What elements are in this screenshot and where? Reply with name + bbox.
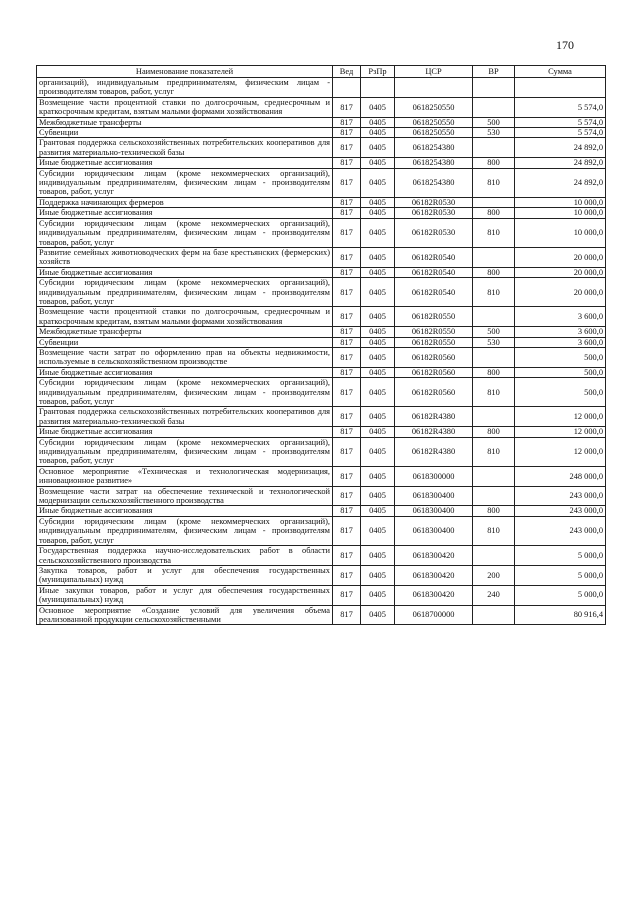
row-vr: 800 bbox=[473, 506, 515, 516]
row-sum: 10 000,0 bbox=[515, 197, 606, 207]
table-row bbox=[37, 158, 606, 168]
row-sum: 500,0 bbox=[515, 378, 606, 407]
row-vr bbox=[473, 138, 515, 158]
row-vr: 810 bbox=[473, 378, 515, 407]
row-rzpr: 0405 bbox=[361, 427, 395, 437]
row-rzpr: 0405 bbox=[361, 378, 395, 407]
table-row bbox=[37, 218, 606, 247]
row-ved: 817 bbox=[333, 197, 361, 207]
row-csr bbox=[395, 78, 473, 98]
row-name: Иные бюджетные ассигнования bbox=[37, 506, 333, 516]
row-name: Иные бюджетные ассигнования bbox=[37, 208, 333, 218]
row-csr: 06182R0550 bbox=[395, 327, 473, 337]
row-ved: 817 bbox=[333, 378, 361, 407]
row-ved: 817 bbox=[333, 466, 361, 486]
row-name: Развитие семейных животноводческих ферм на базе крестьянских (фермерских) хозяйств bbox=[37, 247, 333, 267]
table-row bbox=[37, 247, 606, 267]
row-ved: 817 bbox=[333, 247, 361, 267]
row-vr bbox=[473, 546, 515, 566]
row-name: Иные бюджетные ассигнования bbox=[37, 267, 333, 277]
row-csr: 0618250550 bbox=[395, 117, 473, 127]
row-rzpr: 0405 bbox=[361, 367, 395, 377]
row-vr bbox=[473, 78, 515, 98]
table-row bbox=[37, 347, 606, 367]
row-rzpr: 0405 bbox=[361, 168, 395, 197]
table-header-row bbox=[37, 66, 606, 78]
row-name: Иные бюджетные ассигнования bbox=[37, 158, 333, 168]
row-vr bbox=[473, 605, 515, 625]
header-vr: ВР bbox=[473, 66, 515, 78]
row-ved: 817 bbox=[333, 267, 361, 277]
header-ved: Вед bbox=[333, 66, 361, 78]
row-rzpr: 0405 bbox=[361, 347, 395, 367]
table-row bbox=[37, 407, 606, 427]
row-rzpr: 0405 bbox=[361, 585, 395, 605]
table-row bbox=[37, 208, 606, 218]
table-row bbox=[37, 128, 606, 138]
table-row bbox=[37, 516, 606, 545]
row-vr: 810 bbox=[473, 168, 515, 197]
row-ved: 817 bbox=[333, 367, 361, 377]
row-ved: 817 bbox=[333, 138, 361, 158]
row-sum: 24 892,0 bbox=[515, 158, 606, 168]
row-name: Грантовая поддержка сельскохозяйственных потребительских кооперативов для развития материально-технической базы bbox=[37, 138, 333, 158]
table-row bbox=[37, 466, 606, 486]
row-vr bbox=[473, 466, 515, 486]
row-sum bbox=[515, 78, 606, 98]
table-row bbox=[37, 437, 606, 466]
row-csr: 06182R0550 bbox=[395, 307, 473, 327]
row-csr: 06182R4380 bbox=[395, 407, 473, 427]
row-csr: 0618300400 bbox=[395, 506, 473, 516]
row-name: Иные бюджетные ассигнования bbox=[37, 427, 333, 437]
row-sum: 5 574,0 bbox=[515, 117, 606, 127]
row-name: организаций), индивидуальным предпринимателям, физическим лицам - производителям товаров, работ, услуг bbox=[37, 78, 333, 98]
row-name: Грантовая поддержка сельскохозяйственных потребительских кооперативов для развития материально-технической базы bbox=[37, 407, 333, 427]
row-vr bbox=[473, 197, 515, 207]
header-csr: ЦСР bbox=[395, 66, 473, 78]
row-sum: 12 000,0 bbox=[515, 407, 606, 427]
table-row bbox=[37, 307, 606, 327]
row-csr: 06182R0540 bbox=[395, 278, 473, 307]
row-csr: 0618250550 bbox=[395, 128, 473, 138]
row-rzpr: 0405 bbox=[361, 128, 395, 138]
row-sum: 500,0 bbox=[515, 367, 606, 377]
row-csr: 06182R0540 bbox=[395, 267, 473, 277]
row-rzpr bbox=[361, 78, 395, 98]
row-rzpr: 0405 bbox=[361, 158, 395, 168]
row-sum: 248 000,0 bbox=[515, 466, 606, 486]
row-sum: 20 000,0 bbox=[515, 267, 606, 277]
row-ved: 817 bbox=[333, 218, 361, 247]
row-rzpr: 0405 bbox=[361, 97, 395, 117]
row-rzpr: 0405 bbox=[361, 407, 395, 427]
row-name: Субсидии юридическим лицам (кроме некоммерческих организаций), индивидуальным предпринимателям, физическим лицам - производителям товаров, работ, услуг bbox=[37, 168, 333, 197]
header-sum: Сумма bbox=[515, 66, 606, 78]
row-sum: 3 600,0 bbox=[515, 337, 606, 347]
budget-table bbox=[36, 65, 606, 625]
table-row bbox=[37, 486, 606, 506]
row-name: Возмещение части затрат на обеспечение технической и технологической модернизации сельскохозяйственного производства bbox=[37, 486, 333, 506]
row-vr: 810 bbox=[473, 516, 515, 545]
row-sum: 10 000,0 bbox=[515, 218, 606, 247]
row-ved: 817 bbox=[333, 427, 361, 437]
row-ved: 817 bbox=[333, 486, 361, 506]
row-vr bbox=[473, 247, 515, 267]
row-vr: 810 bbox=[473, 218, 515, 247]
table-row bbox=[37, 138, 606, 158]
row-ved: 817 bbox=[333, 407, 361, 427]
row-sum: 24 892,0 bbox=[515, 138, 606, 158]
row-name: Субвенции bbox=[37, 337, 333, 347]
table-row bbox=[37, 337, 606, 347]
row-sum: 243 000,0 bbox=[515, 486, 606, 506]
row-sum: 243 000,0 bbox=[515, 516, 606, 545]
row-rzpr: 0405 bbox=[361, 117, 395, 127]
row-sum: 24 892,0 bbox=[515, 168, 606, 197]
row-csr: 0618300420 bbox=[395, 546, 473, 566]
row-vr bbox=[473, 407, 515, 427]
row-rzpr: 0405 bbox=[361, 337, 395, 347]
row-csr: 0618300420 bbox=[395, 585, 473, 605]
row-csr: 06182R0530 bbox=[395, 197, 473, 207]
table-row bbox=[37, 565, 606, 585]
row-csr: 06182R0530 bbox=[395, 208, 473, 218]
row-name: Иные закупки товаров, работ и услуг для обеспечения государственных (муниципальных) нужд bbox=[37, 585, 333, 605]
row-ved: 817 bbox=[333, 327, 361, 337]
row-sum: 12 000,0 bbox=[515, 437, 606, 466]
row-name: Субвенции bbox=[37, 128, 333, 138]
row-ved: 817 bbox=[333, 516, 361, 545]
row-ved: 817 bbox=[333, 158, 361, 168]
row-rzpr: 0405 bbox=[361, 278, 395, 307]
row-vr: 800 bbox=[473, 367, 515, 377]
table-row bbox=[37, 168, 606, 197]
row-csr: 06182R0560 bbox=[395, 347, 473, 367]
row-name: Государственная поддержка научно-исследовательских работ в области сельскохозяйственного производства bbox=[37, 546, 333, 566]
row-rzpr: 0405 bbox=[361, 218, 395, 247]
row-name: Субсидии юридическим лицам (кроме некоммерческих организаций), индивидуальным предпринимателям, физическим лицам - производителям товаров, работ, услуг bbox=[37, 516, 333, 545]
row-csr: 06182R4380 bbox=[395, 437, 473, 466]
row-rzpr: 0405 bbox=[361, 197, 395, 207]
row-name: Возмещение части процентной ставки по долгосрочным, среднесрочным и краткосрочным кредитам, взятым малыми формами хозяйствования bbox=[37, 97, 333, 117]
row-name: Иные бюджетные ассигнования bbox=[37, 367, 333, 377]
row-name: Основное мероприятие «Создание условий для увеличения объема реализованной продукции сельскохозяйственными bbox=[37, 605, 333, 625]
row-vr: 500 bbox=[473, 327, 515, 337]
table-row bbox=[37, 117, 606, 127]
row-csr: 06182R4380 bbox=[395, 427, 473, 437]
row-name: Межбюджетные трансферты bbox=[37, 117, 333, 127]
row-csr: 06182R0560 bbox=[395, 378, 473, 407]
row-csr: 0618254380 bbox=[395, 168, 473, 197]
table-row bbox=[37, 78, 606, 98]
row-ved: 817 bbox=[333, 605, 361, 625]
table-row bbox=[37, 97, 606, 117]
row-vr bbox=[473, 97, 515, 117]
row-csr: 0618300420 bbox=[395, 565, 473, 585]
row-rzpr: 0405 bbox=[361, 267, 395, 277]
row-rzpr: 0405 bbox=[361, 565, 395, 585]
row-vr: 800 bbox=[473, 427, 515, 437]
row-rzpr: 0405 bbox=[361, 486, 395, 506]
row-rzpr: 0405 bbox=[361, 208, 395, 218]
row-rzpr: 0405 bbox=[361, 506, 395, 516]
row-sum: 3 600,0 bbox=[515, 327, 606, 337]
row-ved: 817 bbox=[333, 506, 361, 516]
row-name: Поддержка начинающих фермеров bbox=[37, 197, 333, 207]
row-name: Субсидии юридическим лицам (кроме некоммерческих организаций), индивидуальным предпринимателям, физическим лицам - производителям товаров, работ, услуг bbox=[37, 278, 333, 307]
row-csr: 0618300400 bbox=[395, 516, 473, 545]
row-ved: 817 bbox=[333, 347, 361, 367]
row-ved: 817 bbox=[333, 546, 361, 566]
row-vr: 240 bbox=[473, 585, 515, 605]
row-ved: 817 bbox=[333, 128, 361, 138]
row-rzpr: 0405 bbox=[361, 546, 395, 566]
row-csr: 0618250550 bbox=[395, 97, 473, 117]
header-name: Наименование показателей bbox=[37, 66, 333, 78]
table-row bbox=[37, 506, 606, 516]
table-row bbox=[37, 367, 606, 377]
row-sum: 243 000,0 bbox=[515, 506, 606, 516]
row-sum: 5 000,0 bbox=[515, 546, 606, 566]
row-vr bbox=[473, 486, 515, 506]
row-sum: 10 000,0 bbox=[515, 208, 606, 218]
row-sum: 12 000,0 bbox=[515, 427, 606, 437]
row-rzpr: 0405 bbox=[361, 516, 395, 545]
row-vr: 800 bbox=[473, 208, 515, 218]
row-vr: 800 bbox=[473, 267, 515, 277]
row-name: Закупка товаров, работ и услуг для обеспечения государственных (муниципальных) нужд bbox=[37, 565, 333, 585]
row-ved: 817 bbox=[333, 168, 361, 197]
row-sum: 5 574,0 bbox=[515, 97, 606, 117]
row-vr: 810 bbox=[473, 437, 515, 466]
row-rzpr: 0405 bbox=[361, 327, 395, 337]
row-name: Субсидии юридическим лицам (кроме некоммерческих организаций), индивидуальным предпринимателям, физическим лицам - производителям товаров, работ, услуг bbox=[37, 218, 333, 247]
row-rzpr: 0405 bbox=[361, 307, 395, 327]
row-sum: 20 000,0 bbox=[515, 278, 606, 307]
row-name: Возмещение части процентной ставки по долгосрочным, среднесрочным и краткосрочным кредитам, взятым малыми формами хозяйствования bbox=[37, 307, 333, 327]
table-row bbox=[37, 267, 606, 277]
row-name: Межбюджетные трансферты bbox=[37, 327, 333, 337]
row-csr: 0618300000 bbox=[395, 466, 473, 486]
header-rzpr: РзПр bbox=[361, 66, 395, 78]
row-name: Субсидии юридическим лицам (кроме некоммерческих организаций), индивидуальным предпринимателям, физическим лицам - производителям товаров, работ, услуг bbox=[37, 378, 333, 407]
row-vr bbox=[473, 307, 515, 327]
row-rzpr: 0405 bbox=[361, 138, 395, 158]
table-row bbox=[37, 378, 606, 407]
row-vr: 200 bbox=[473, 565, 515, 585]
row-name: Субсидии юридическим лицам (кроме некоммерческих организаций), индивидуальным предпринимателям, физическим лицам - производителям товаров, работ, услуг bbox=[37, 437, 333, 466]
row-csr: 06182R0560 bbox=[395, 367, 473, 377]
table-row bbox=[37, 427, 606, 437]
table-row bbox=[37, 585, 606, 605]
row-vr bbox=[473, 347, 515, 367]
row-ved: 817 bbox=[333, 307, 361, 327]
row-ved: 817 bbox=[333, 278, 361, 307]
row-ved: 817 bbox=[333, 337, 361, 347]
row-sum: 80 916,4 bbox=[515, 605, 606, 625]
row-name: Основное мероприятие «Техническая и технологическая модернизация, инновационное развитие» bbox=[37, 466, 333, 486]
row-ved: 817 bbox=[333, 117, 361, 127]
row-rzpr: 0405 bbox=[361, 247, 395, 267]
row-rzpr: 0405 bbox=[361, 605, 395, 625]
row-csr: 0618700000 bbox=[395, 605, 473, 625]
row-csr: 0618254380 bbox=[395, 138, 473, 158]
row-ved: 817 bbox=[333, 585, 361, 605]
row-rzpr: 0405 bbox=[361, 437, 395, 466]
row-ved bbox=[333, 78, 361, 98]
row-sum: 5 000,0 bbox=[515, 585, 606, 605]
row-vr: 800 bbox=[473, 158, 515, 168]
table-row bbox=[37, 197, 606, 207]
table-row bbox=[37, 327, 606, 337]
row-ved: 817 bbox=[333, 437, 361, 466]
table-row bbox=[37, 546, 606, 566]
row-vr: 810 bbox=[473, 278, 515, 307]
row-ved: 817 bbox=[333, 565, 361, 585]
row-vr: 500 bbox=[473, 117, 515, 127]
row-ved: 817 bbox=[333, 97, 361, 117]
row-sum: 5 000,0 bbox=[515, 565, 606, 585]
table-row bbox=[37, 605, 606, 625]
row-csr: 06182R0540 bbox=[395, 247, 473, 267]
table-row bbox=[37, 278, 606, 307]
row-sum: 500,0 bbox=[515, 347, 606, 367]
row-sum: 3 600,0 bbox=[515, 307, 606, 327]
row-sum: 5 574,0 bbox=[515, 128, 606, 138]
row-csr: 0618300400 bbox=[395, 486, 473, 506]
row-csr: 06182R0550 bbox=[395, 337, 473, 347]
row-rzpr: 0405 bbox=[361, 466, 395, 486]
row-ved: 817 bbox=[333, 208, 361, 218]
row-vr: 530 bbox=[473, 337, 515, 347]
row-csr: 0618254380 bbox=[395, 158, 473, 168]
row-csr: 06182R0530 bbox=[395, 218, 473, 247]
row-name: Возмещение части затрат по оформлению прав на объекты недвижимости, используемые в сельскохозяйственном производстве bbox=[37, 347, 333, 367]
page-number: 170 bbox=[556, 38, 574, 52]
row-sum: 20 000,0 bbox=[515, 247, 606, 267]
row-vr: 530 bbox=[473, 128, 515, 138]
